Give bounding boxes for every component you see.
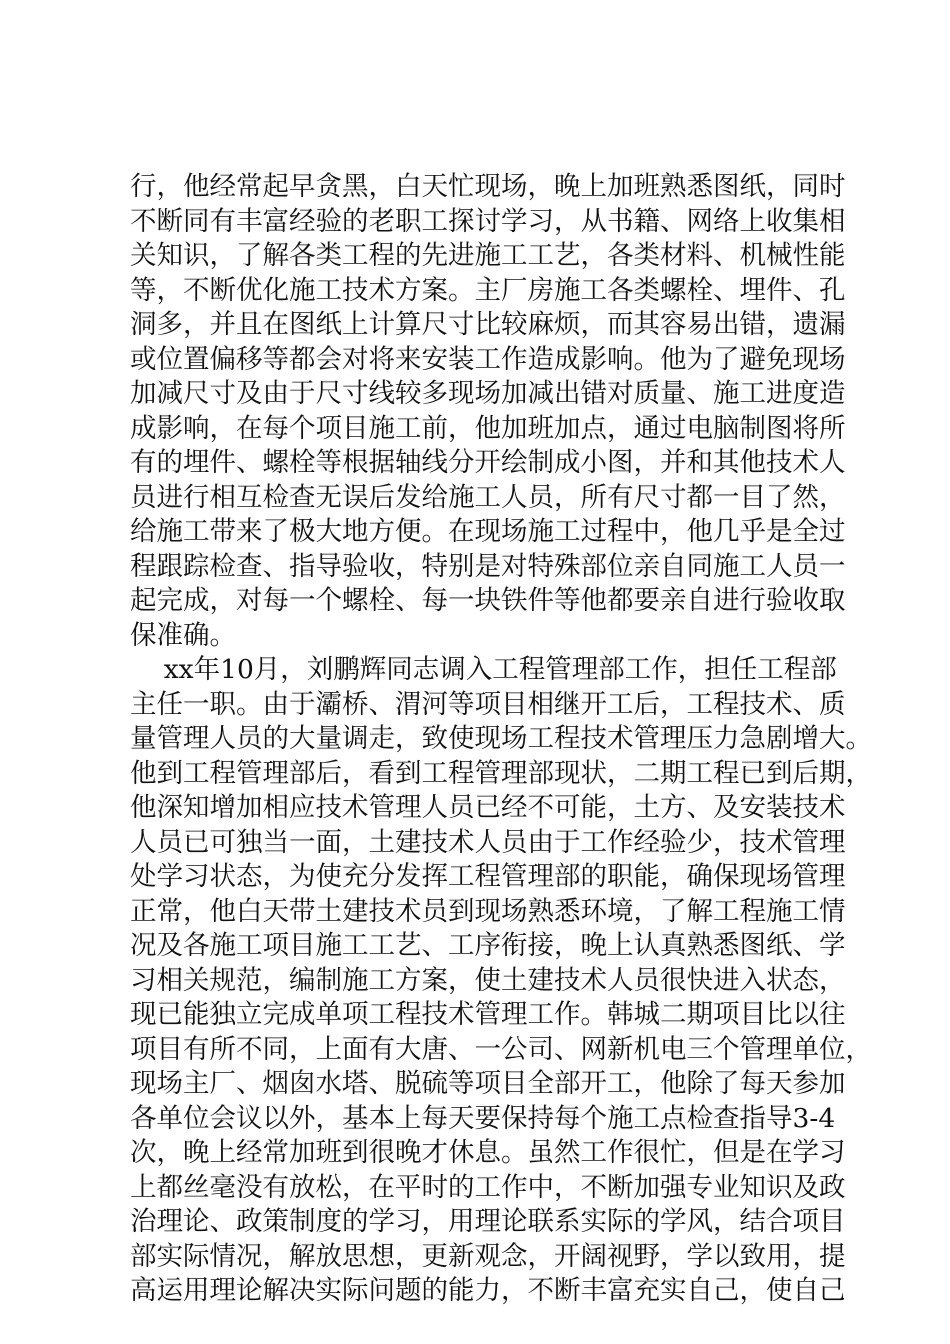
text-line: 成影响，在每个项目施工前，他加班加点，通过电脑制图将所 bbox=[130, 412, 846, 444]
paragraph-1 bbox=[130, 170, 850, 653]
text-line: 等，不断优化施工技术方案。主厂房施工各类螺栓、埋件、孔 bbox=[130, 274, 846, 306]
text-line: 给施工带来了极大地方便。在现场施工过程中，他几乎是全过 bbox=[130, 516, 846, 547]
body-text bbox=[130, 170, 872, 1309]
text-line: 高运用理论解决实际问题的能力，不断丰富充实自己，使自己 bbox=[130, 1275, 846, 1306]
text-line: 他深知增加相应技术管理人员已经不可能，土方、及安装技术 bbox=[130, 792, 846, 823]
text-line: 习相关规范，编制施工方案，使土建技术人员很快进入状态， bbox=[130, 964, 846, 996]
text-line: 次，晚上经常加班到很晚才休息。虽然工作很忙，但是在学习 bbox=[130, 1137, 846, 1168]
text-line: 人员已可独当一面，土建技术人员由于工作经验少，技术管理 bbox=[130, 826, 846, 858]
text-line: 正常，他白天带土建技术员到现场熟悉环境，了解工程施工情 bbox=[130, 895, 846, 927]
text-line: xx年10月，刘鹏辉同志调入工程管理部工作，担任工程部 bbox=[130, 654, 837, 685]
text-line: 不断同有丰富经验的老职工探讨学习，从书籍、网络上收集相 bbox=[130, 205, 846, 237]
text-line: 关知识，了解各类工程的先进施工工艺，各类材料、机械性能 bbox=[130, 240, 846, 271]
text-line: 况及各施工项目施工工艺、工序衔接，晚上认真熟悉图纸、学 bbox=[130, 930, 846, 961]
text-line: 行，他经常起早贪黑，白天忙现场，晚上加班熟悉图纸，同时 bbox=[130, 171, 846, 202]
text-line: 主任一职。由于灞桥、渭河等项目相继开工后，工程技术、质 bbox=[130, 688, 846, 720]
text-line: 程跟踪检查、指导验收，特别是对特殊部位亲自同施工人员一 bbox=[130, 550, 846, 582]
text-line: 部实际情况，解放思想，更新观念，开阔视野，学以致用，提 bbox=[130, 1240, 846, 1272]
text-line: 治理论、政策制度的学习，用理论联系实际的学风，结合项目 bbox=[130, 1206, 846, 1237]
text-line: 各单位会议以外，基本上每天要保持每个施工点检查指导3-4 bbox=[130, 1102, 836, 1134]
text-line: 项目有所不同，上面有大唐、一公司、网新机电三个管理单位， bbox=[130, 1033, 872, 1065]
text-line: 洞多，并且在图纸上计算尺寸比较麻烦，而其容易出错，遗漏 bbox=[130, 309, 846, 340]
text-line: 员进行相互检查无误后发给施工人员，所有尺寸都一目了然， bbox=[130, 481, 846, 513]
text-line: 现场主厂、烟囱水塔、脱硫等项目全部开工，他除了每天参加 bbox=[130, 1068, 846, 1099]
text-line: 上都丝毫没有放松，在平时的工作中，不断加强专业知识及政 bbox=[130, 1171, 846, 1203]
text-line: 量管理人员的大量调走，致使现场工程技术管理压力急剧增大。 bbox=[130, 723, 872, 754]
paragraph-2 bbox=[130, 653, 872, 1309]
text-line: 保准确。 bbox=[130, 619, 236, 651]
text-line: 他到工程管理部后，看到工程管理部现状，二期工程已到后期， bbox=[130, 757, 872, 789]
text-line: 起完成，对每一个螺栓、每一块铁件等他都要亲自进行验收取 bbox=[130, 585, 846, 616]
text-line: 现已能独立完成单项工程技术管理工作。韩城二期项目比以往 bbox=[130, 999, 846, 1030]
text-line: 有的埋件、螺栓等根据轴线分开绘制成小图，并和其他技术人 bbox=[130, 447, 846, 478]
text-line: 处学习状态，为使充分发挥工程管理部的职能，确保现场管理 bbox=[130, 861, 846, 892]
text-line: 或位置偏移等都会对将来安装工作造成影响。他为了避免现场 bbox=[130, 343, 846, 375]
text-line: 加减尺寸及由于尺寸线较多现场加减出错对质量、施工进度造 bbox=[130, 378, 846, 409]
